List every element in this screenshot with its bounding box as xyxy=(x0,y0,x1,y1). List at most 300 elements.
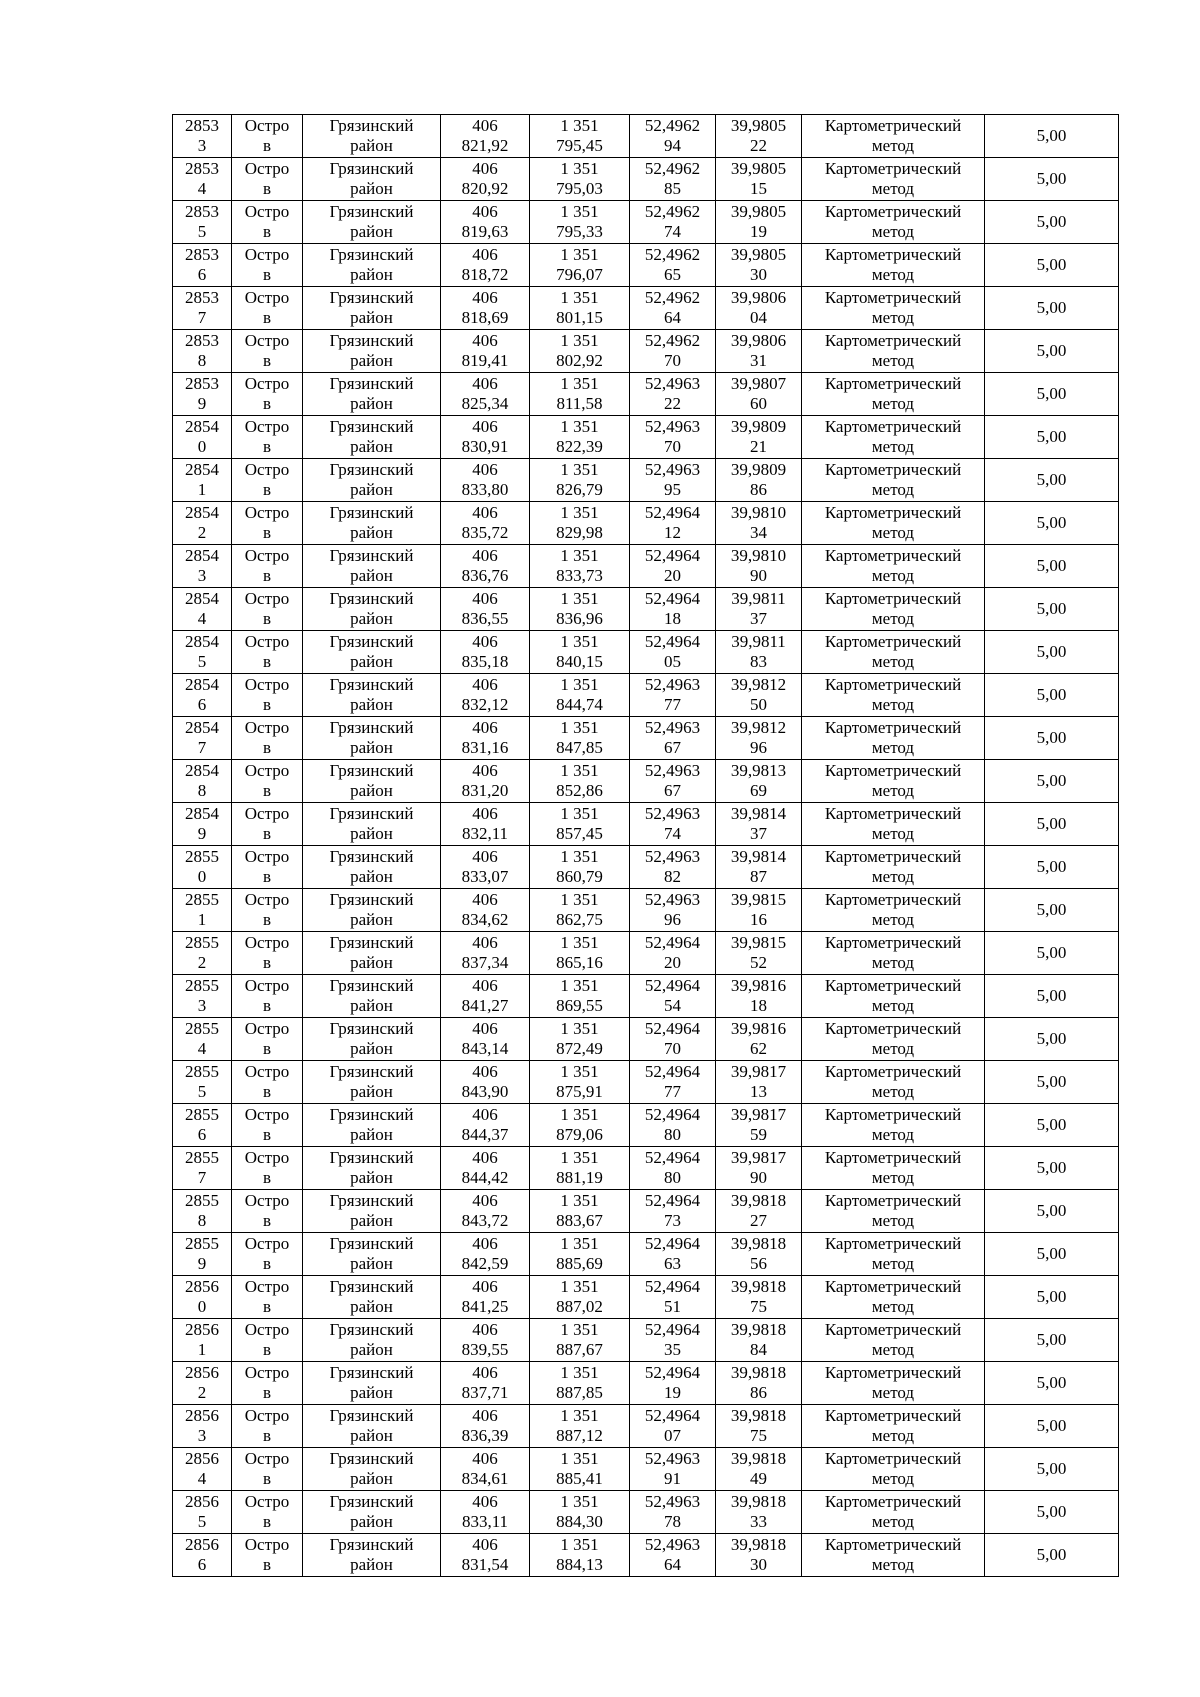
cell-point-number-line: 0 xyxy=(197,867,207,886)
cell-point-number-line: 2 xyxy=(197,1383,207,1402)
cell-coord-y xyxy=(530,803,630,846)
cell-latitude-line: 67 xyxy=(664,738,681,757)
cell-object-type-line: в xyxy=(262,136,272,155)
cell-district xyxy=(303,1491,441,1534)
cell-point-number xyxy=(173,588,232,631)
cell-coord-x-line: 836,76 xyxy=(461,566,509,585)
cell-district-line: Грязинский xyxy=(329,116,414,135)
cell-method-line: метод xyxy=(871,1469,915,1488)
cell-object-type-line: в xyxy=(262,437,272,456)
cell-object-type xyxy=(232,1491,303,1534)
cell-coord-x xyxy=(441,201,530,244)
cell-accuracy: 5,00 xyxy=(985,1491,1119,1534)
cell-longitude xyxy=(716,330,802,373)
cell-point-number-line: 2856 xyxy=(185,1449,219,1468)
cell-object-type-line: в xyxy=(262,1469,272,1488)
cell-coord-y xyxy=(530,1147,630,1190)
cell-object-type xyxy=(232,158,303,201)
cell-longitude xyxy=(716,1147,802,1190)
cell-method-line: метод xyxy=(871,781,915,800)
cell-coord-y-line: 1 351 xyxy=(560,847,599,866)
cell-object-type-line: Остро xyxy=(244,546,290,565)
cell-method-line: Картометрический xyxy=(824,202,962,221)
cell-accuracy: 5,00 xyxy=(985,846,1119,889)
cell-longitude-line: 87 xyxy=(750,867,767,886)
cell-district-line: район xyxy=(350,523,393,542)
cell-coord-x-line: 406 xyxy=(472,1062,498,1081)
cell-latitude-line: 95 xyxy=(664,480,681,499)
cell-latitude-line: 63 xyxy=(664,1254,681,1273)
cell-latitude xyxy=(630,1018,716,1061)
cell-method-line: метод xyxy=(871,1297,915,1316)
cell-point-number-line: 2853 xyxy=(185,374,219,393)
cell-district-line: Грязинский xyxy=(329,503,414,522)
cell-coord-x xyxy=(441,1405,530,1448)
cell-district xyxy=(303,1319,441,1362)
cell-longitude-line: 39,9816 xyxy=(730,1019,787,1038)
cell-method xyxy=(802,1147,985,1190)
cell-point-number xyxy=(173,1018,232,1061)
cell-object-type-line: Остро xyxy=(244,1449,290,1468)
cell-district-line: район xyxy=(350,1168,393,1187)
cell-method xyxy=(802,287,985,330)
cell-method xyxy=(802,115,985,158)
cell-method xyxy=(802,932,985,975)
cell-coord-y-line: 1 351 xyxy=(560,761,599,780)
cell-coord-x-line: 818,69 xyxy=(461,308,509,327)
table-row xyxy=(173,889,1119,932)
cell-coord-y-line: 802,92 xyxy=(556,351,603,370)
cell-coord-y xyxy=(530,1448,630,1491)
cell-point-number-line: 3 xyxy=(197,996,207,1015)
cell-object-type xyxy=(232,201,303,244)
cell-method xyxy=(802,846,985,889)
cell-longitude-line: 16 xyxy=(750,910,767,929)
cell-coord-x-line: 406 xyxy=(472,804,498,823)
cell-district-line: район xyxy=(350,867,393,886)
cell-coord-x-line: 843,14 xyxy=(461,1039,509,1058)
cell-accuracy: 5,00 xyxy=(985,1104,1119,1147)
cell-object-type-line: в xyxy=(262,738,272,757)
cell-latitude-line: 70 xyxy=(664,437,681,456)
cell-method xyxy=(802,1405,985,1448)
cell-coord-y-line: 1 351 xyxy=(560,632,599,651)
table-row xyxy=(173,760,1119,803)
cell-latitude-line: 52,4963 xyxy=(644,890,701,909)
cell-method-line: метод xyxy=(871,1082,915,1101)
cell-longitude-line: 50 xyxy=(750,695,767,714)
cell-coord-y-line: 1 351 xyxy=(560,1277,599,1296)
cell-longitude xyxy=(716,717,802,760)
cell-method-line: метод xyxy=(871,824,915,843)
cell-object-type-line: в xyxy=(262,308,272,327)
cell-latitude-line: 52,4964 xyxy=(644,589,701,608)
cell-coord-x-line: 406 xyxy=(472,417,498,436)
cell-method-line: Картометрический xyxy=(824,1277,962,1296)
cell-method-line: Картометрический xyxy=(824,589,962,608)
cell-coord-y-line: 1 351 xyxy=(560,1492,599,1511)
table-row xyxy=(173,1104,1119,1147)
table-row xyxy=(173,287,1119,330)
cell-object-type-line: Остро xyxy=(244,847,290,866)
cell-method-line: Картометрический xyxy=(824,718,962,737)
cell-district-line: район xyxy=(350,996,393,1015)
cell-coord-x-line: 818,72 xyxy=(461,265,509,284)
cell-coord-x-line: 834,62 xyxy=(461,910,509,929)
cell-latitude-line: 70 xyxy=(664,1039,681,1058)
cell-longitude-line: 62 xyxy=(750,1039,767,1058)
cell-latitude xyxy=(630,1319,716,1362)
cell-method-line: Картометрический xyxy=(824,503,962,522)
cell-coord-x-line: 406 xyxy=(472,159,498,178)
cell-district xyxy=(303,1276,441,1319)
cell-method-line: метод xyxy=(871,996,915,1015)
cell-coord-y-line: 887,02 xyxy=(556,1297,603,1316)
cell-method-line: Картометрический xyxy=(824,761,962,780)
cell-latitude xyxy=(630,244,716,287)
cell-coord-y-line: 1 351 xyxy=(560,374,599,393)
cell-point-number xyxy=(173,373,232,416)
cell-coord-x-line: 821,92 xyxy=(461,136,509,155)
cell-coord-y-line: 1 351 xyxy=(560,1062,599,1081)
cell-method-line: Картометрический xyxy=(824,374,962,393)
cell-object-type xyxy=(232,287,303,330)
cell-point-number xyxy=(173,158,232,201)
cell-point-number-line: 5 xyxy=(197,652,207,671)
cell-object-type xyxy=(232,1018,303,1061)
cell-coord-y xyxy=(530,459,630,502)
cell-district-line: Грязинский xyxy=(329,1535,414,1554)
cell-accuracy: 5,00 xyxy=(985,631,1119,674)
cell-longitude xyxy=(716,1018,802,1061)
cell-accuracy: 5,00 xyxy=(985,932,1119,975)
cell-object-type-line: Остро xyxy=(244,503,290,522)
cell-point-number xyxy=(173,545,232,588)
cell-coord-x-line: 406 xyxy=(472,202,498,221)
cell-district-line: Грязинский xyxy=(329,890,414,909)
cell-coord-y-line: 879,06 xyxy=(556,1125,603,1144)
cell-longitude xyxy=(716,1362,802,1405)
cell-coord-x-line: 406 xyxy=(472,675,498,694)
cell-object-type-line: в xyxy=(262,867,272,886)
cell-object-type-line: Остро xyxy=(244,202,290,221)
cell-method-line: метод xyxy=(871,351,915,370)
cell-method-line: метод xyxy=(871,136,915,155)
cell-coord-x xyxy=(441,1362,530,1405)
cell-coord-y xyxy=(530,158,630,201)
cell-method-line: Картометрический xyxy=(824,890,962,909)
cell-object-type xyxy=(232,1448,303,1491)
cell-latitude-line: 52,4964 xyxy=(644,1234,701,1253)
cell-method-line: Картометрический xyxy=(824,847,962,866)
cell-coord-y-line: 885,69 xyxy=(556,1254,603,1273)
cell-latitude xyxy=(630,502,716,545)
cell-method-line: Картометрический xyxy=(824,1320,962,1339)
cell-point-number xyxy=(173,1405,232,1448)
cell-district xyxy=(303,158,441,201)
cell-point-number-line: 2855 xyxy=(185,1105,219,1124)
table-row xyxy=(173,1276,1119,1319)
cell-district xyxy=(303,674,441,717)
cell-latitude xyxy=(630,975,716,1018)
cell-point-number-line: 2853 xyxy=(185,331,219,350)
cell-longitude-line: 13 xyxy=(750,1082,767,1101)
cell-longitude-line: 75 xyxy=(750,1426,767,1445)
cell-coord-x-line: 819,63 xyxy=(461,222,509,241)
cell-point-number-line: 2854 xyxy=(185,503,219,522)
cell-latitude-line: 20 xyxy=(664,566,681,585)
table-row xyxy=(173,975,1119,1018)
cell-district-line: район xyxy=(350,1125,393,1144)
table-row xyxy=(173,502,1119,545)
cell-longitude xyxy=(716,760,802,803)
cell-point-number xyxy=(173,932,232,975)
cell-point-number-line: 2855 xyxy=(185,933,219,952)
cell-coord-x xyxy=(441,1147,530,1190)
cell-object-type-line: в xyxy=(262,179,272,198)
cell-object-type-line: в xyxy=(262,1555,272,1574)
cell-coord-x xyxy=(441,1448,530,1491)
cell-object-type-line: Остро xyxy=(244,417,290,436)
cell-coord-x-line: 406 xyxy=(472,1363,498,1382)
cell-coord-x xyxy=(441,1276,530,1319)
cell-latitude-line: 52,4964 xyxy=(644,1019,701,1038)
cell-point-number-line: 6 xyxy=(197,265,207,284)
cell-latitude-line: 52,4964 xyxy=(644,1191,701,1210)
cell-coord-x-line: 835,72 xyxy=(461,523,509,542)
cell-coord-x-line: 837,34 xyxy=(461,953,509,972)
cell-object-type-line: Остро xyxy=(244,890,290,909)
cell-accuracy: 5,00 xyxy=(985,158,1119,201)
cell-longitude-line: 37 xyxy=(750,824,767,843)
cell-coord-x xyxy=(441,760,530,803)
cell-longitude-line: 39,9818 xyxy=(730,1320,787,1339)
cell-coord-x xyxy=(441,1534,530,1577)
cell-point-number-line: 2856 xyxy=(185,1535,219,1554)
coordinates-table xyxy=(172,114,1119,1577)
cell-method-line: Картометрический xyxy=(824,1148,962,1167)
cell-point-number xyxy=(173,1362,232,1405)
cell-point-number xyxy=(173,803,232,846)
cell-coord-y-line: 1 351 xyxy=(560,1363,599,1382)
cell-object-type xyxy=(232,1362,303,1405)
cell-district-line: район xyxy=(350,824,393,843)
cell-district-line: район xyxy=(350,781,393,800)
cell-longitude xyxy=(716,975,802,1018)
cell-object-type-line: в xyxy=(262,1383,272,1402)
cell-longitude xyxy=(716,459,802,502)
cell-longitude-line: 60 xyxy=(750,394,767,413)
cell-coord-y-line: 1 351 xyxy=(560,589,599,608)
cell-coord-y-line: 885,41 xyxy=(556,1469,603,1488)
cell-object-type-line: Остро xyxy=(244,1148,290,1167)
cell-coord-y-line: 795,03 xyxy=(556,179,603,198)
cell-latitude xyxy=(630,1233,716,1276)
cell-point-number-line: 7 xyxy=(197,1168,207,1187)
cell-district xyxy=(303,717,441,760)
cell-coord-x xyxy=(441,803,530,846)
cell-longitude-line: 15 xyxy=(750,179,767,198)
cell-point-number-line: 3 xyxy=(197,1426,207,1445)
cell-method-line: Картометрический xyxy=(824,1191,962,1210)
table-row xyxy=(173,244,1119,287)
cell-point-number-line: 2854 xyxy=(185,632,219,651)
cell-longitude-line: 34 xyxy=(750,523,767,542)
cell-object-type xyxy=(232,330,303,373)
cell-latitude xyxy=(630,1534,716,1577)
cell-coord-y-line: 826,79 xyxy=(556,480,603,499)
cell-longitude xyxy=(716,803,802,846)
cell-latitude xyxy=(630,1491,716,1534)
cell-coord-y-line: 887,67 xyxy=(556,1340,603,1359)
cell-point-number-line: 2855 xyxy=(185,890,219,909)
cell-latitude-line: 82 xyxy=(664,867,681,886)
cell-latitude-line: 52,4964 xyxy=(644,1406,701,1425)
cell-object-type-line: в xyxy=(262,652,272,671)
cell-object-type xyxy=(232,1405,303,1448)
cell-point-number-line: 0 xyxy=(197,437,207,456)
cell-coord-x-line: 843,72 xyxy=(461,1211,509,1230)
cell-object-type xyxy=(232,846,303,889)
cell-district-line: район xyxy=(350,738,393,757)
cell-latitude-line: 52,4962 xyxy=(644,331,701,350)
cell-method-line: Картометрический xyxy=(824,417,962,436)
cell-latitude-line: 52,4964 xyxy=(644,503,701,522)
cell-coord-y-line: 1 351 xyxy=(560,718,599,737)
cell-object-type-line: Остро xyxy=(244,288,290,307)
cell-district xyxy=(303,975,441,1018)
cell-district xyxy=(303,588,441,631)
cell-district-line: район xyxy=(350,1211,393,1230)
cell-point-number-line: 3 xyxy=(197,136,207,155)
cell-district-line: район xyxy=(350,1082,393,1101)
cell-coord-y-line: 833,73 xyxy=(556,566,603,585)
cell-longitude-line: 04 xyxy=(750,308,767,327)
cell-point-number xyxy=(173,889,232,932)
table-row xyxy=(173,1362,1119,1405)
cell-coord-x-line: 831,16 xyxy=(461,738,509,757)
cell-method-line: метод xyxy=(871,867,915,886)
cell-latitude-line: 52,4963 xyxy=(644,374,701,393)
cell-latitude xyxy=(630,1405,716,1448)
table-row xyxy=(173,631,1119,674)
cell-object-type xyxy=(232,1319,303,1362)
cell-point-number-line: 2856 xyxy=(185,1363,219,1382)
cell-point-number-line: 2854 xyxy=(185,417,219,436)
cell-latitude-line: 52,4963 xyxy=(644,460,701,479)
cell-coord-y-line: 847,85 xyxy=(556,738,603,757)
cell-method xyxy=(802,674,985,717)
cell-point-number xyxy=(173,760,232,803)
cell-latitude-line: 52,4964 xyxy=(644,632,701,651)
cell-latitude-line: 52,4964 xyxy=(644,1105,701,1124)
cell-coord-y-line: 860,79 xyxy=(556,867,603,886)
cell-longitude-line: 37 xyxy=(750,609,767,628)
cell-district-line: Грязинский xyxy=(329,245,414,264)
cell-district xyxy=(303,373,441,416)
cell-coord-y xyxy=(530,760,630,803)
cell-longitude xyxy=(716,416,802,459)
cell-coord-y-line: 883,67 xyxy=(556,1211,603,1230)
cell-coord-x-line: 406 xyxy=(472,1535,498,1554)
cell-latitude-line: 07 xyxy=(664,1426,681,1445)
cell-point-number-line: 2 xyxy=(197,523,207,542)
cell-coord-x-line: 406 xyxy=(472,245,498,264)
cell-latitude-line: 52,4962 xyxy=(644,288,701,307)
cell-method xyxy=(802,1061,985,1104)
cell-district-line: район xyxy=(350,695,393,714)
cell-longitude xyxy=(716,1319,802,1362)
cell-object-type-line: в xyxy=(262,1168,272,1187)
cell-method-line: Картометрический xyxy=(824,933,962,952)
cell-latitude xyxy=(630,760,716,803)
cell-latitude-line: 52,4963 xyxy=(644,718,701,737)
cell-coord-y-line: 796,07 xyxy=(556,265,603,284)
cell-coord-x-line: 839,55 xyxy=(461,1340,509,1359)
cell-point-number-line: 2855 xyxy=(185,1234,219,1253)
cell-object-type-line: в xyxy=(262,1125,272,1144)
cell-object-type-line: Остро xyxy=(244,718,290,737)
cell-object-type-line: Остро xyxy=(244,460,290,479)
cell-method xyxy=(802,201,985,244)
cell-longitude-line: 39,9818 xyxy=(730,1492,787,1511)
cell-accuracy: 5,00 xyxy=(985,889,1119,932)
cell-district xyxy=(303,545,441,588)
cell-district-line: Грязинский xyxy=(329,1363,414,1382)
cell-coord-y xyxy=(530,889,630,932)
cell-coord-x xyxy=(441,373,530,416)
cell-accuracy: 5,00 xyxy=(985,201,1119,244)
cell-method-line: Картометрический xyxy=(824,116,962,135)
cell-district xyxy=(303,631,441,674)
cell-coord-x-line: 833,07 xyxy=(461,867,509,886)
cell-coord-x-line: 836,39 xyxy=(461,1426,509,1445)
cell-district-line: Грязинский xyxy=(329,1406,414,1425)
cell-district-line: Грязинский xyxy=(329,761,414,780)
cell-coord-x xyxy=(441,631,530,674)
cell-point-number-line: 2854 xyxy=(185,546,219,565)
cell-coord-y-line: 840,15 xyxy=(556,652,603,671)
cell-coord-y xyxy=(530,975,630,1018)
cell-point-number-line: 4 xyxy=(197,179,207,198)
cell-coord-y xyxy=(530,115,630,158)
cell-object-type-line: в xyxy=(262,1512,272,1531)
cell-latitude xyxy=(630,416,716,459)
cell-coord-y-line: 857,45 xyxy=(556,824,603,843)
cell-coord-x-line: 406 xyxy=(472,288,498,307)
cell-object-type-line: Остро xyxy=(244,116,290,135)
cell-coord-x-line: 406 xyxy=(472,847,498,866)
cell-method-line: метод xyxy=(871,1512,915,1531)
cell-coord-x-line: 406 xyxy=(472,718,498,737)
cell-method-line: Картометрический xyxy=(824,632,962,651)
cell-district-line: район xyxy=(350,394,393,413)
cell-district-line: район xyxy=(350,910,393,929)
cell-longitude xyxy=(716,1448,802,1491)
cell-coord-y-line: 884,13 xyxy=(556,1555,603,1574)
cell-coord-y-line: 1 351 xyxy=(560,1191,599,1210)
cell-district-line: район xyxy=(350,480,393,499)
table-row xyxy=(173,115,1119,158)
cell-district xyxy=(303,1147,441,1190)
cell-object-type-line: в xyxy=(262,1082,272,1101)
cell-coord-x-line: 406 xyxy=(472,976,498,995)
cell-latitude-line: 94 xyxy=(664,136,681,155)
cell-accuracy: 5,00 xyxy=(985,760,1119,803)
cell-point-number-line: 0 xyxy=(197,1297,207,1316)
cell-point-number-line: 2853 xyxy=(185,159,219,178)
cell-point-number-line: 3 xyxy=(197,566,207,585)
